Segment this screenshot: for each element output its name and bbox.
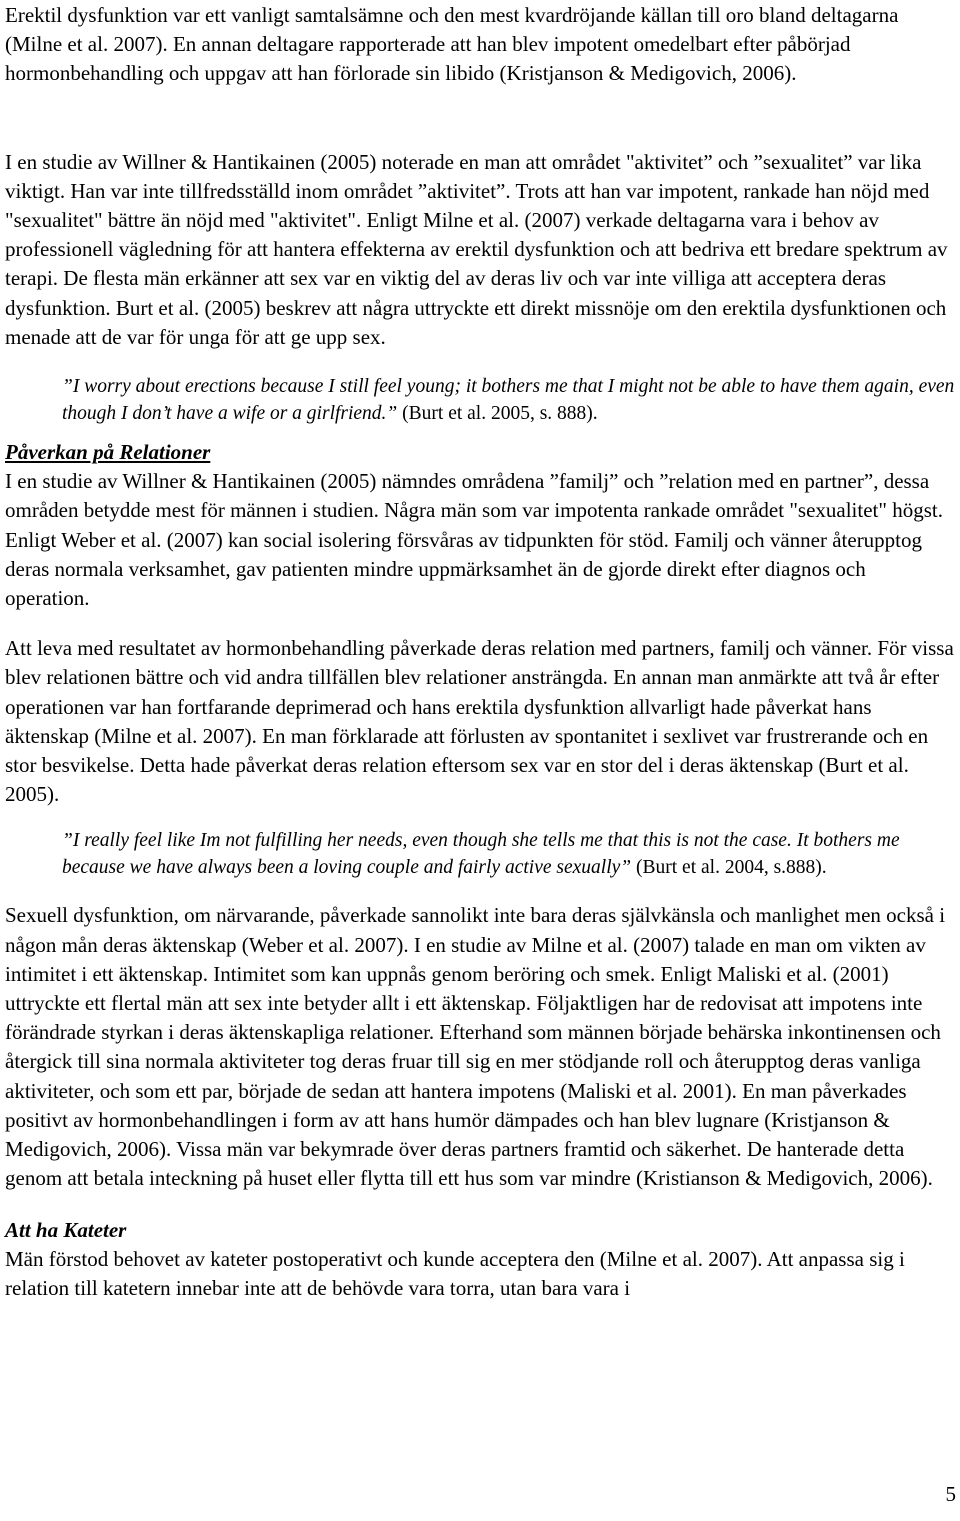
quote-burt-2004-text: ”I really feel like Im not fulfilling her needs, even though she tells me that this is not the case. It bothers me because we have always been a loving couple and fairly active sexually”: [62, 830, 900, 879]
paragraph-sexuell-dysfunktion: Sexuell dysfunktion, om närvarande, påverkade sannolikt inte bara deras självkänsla och manlighet men också i någon mån deras äktenskap (Weber et al. 2007). I en studie av Milne et al. (2007) talade en man om vikten av intimitet i ett äktenskap. Intimitet som kan uppnås genom beröring och smek. Enligt Maliski et al. (2001) uttryckte ett flertal män att sex inte betyder allt i ett äktenskap. Följaktligen har de redovisat att impotens inte förändrade styrkan i deras äktenskapliga relationer. Efterhand som männen började behärska inkontinensen och återgick till sina normala aktiviteter tog deras fruar till sig en mer stödjande roll och återupptog deras vanliga aktiviteter, och som ett par, började de sedan att hantera impotens (Maliski et al. 2001). En man påverkades positivt av hormonbehandlingen i form av att hans humör dämpades och han blev lugnare (Kristjanson & Medigovich, 2006). Vissa män var bekymrade över deras partners framtid och säkerhet. De hanterade detta genom att betala inteckning på huset eller flytta till ett hus som var mindre (Kristianson & Medigovich, 2006).: [5, 903, 946, 1191]
quote-burt-2004-citation: (Burt et al. 2004, s.888).: [631, 857, 827, 879]
paragraph-willner-hantikainen: I en studie av Willner & Hantikainen (2005) noterade en man att området "aktivitet” och ”sexualitet” var lika viktigt. Han var inte tillfredsställd inom området ”aktivitet”. Trots att han var impotent, rankade han nöjd med "sexualitet" bättre än nöjd med "aktivitet". Enligt Milne et al. (2007) verkade deltagarna vara i behov av professionell vägledning för att hantera effekterna av erektil dysfunktion och att bedriva ett bredare spektrum av terapi. De flesta män erkänner att sex var en viktig del av deras liv och var inte villiga att acceptera deras dysfunktion. Burt et al. (2005) beskrev att några uttryckte ett direkt missnöje om den erektila dysfunktionen och menade att de var för unga för att ge upp sex.: [5, 149, 948, 349]
quote-burt-2004: [62, 827, 955, 881]
quote-burt-2005: [62, 373, 955, 427]
paragraph-leva-med-resultatet: Att leva med resultatet av hormonbehandling påverkade deras relation med partners, familj och vänner. För vissa blev relationen bättre och vid andra tillfällen blev relationer ansträngda. En annan man anmärkte att två år efter operationen var han fortfarande deprimerad och hans erektila dysfunktion allvarligt hade påverkat hans äktenskap (Milne et al. 2007). En man förklarade att förlusten av spontanitet i sexlivet var frustrerande och en stor besvikelse. Detta hade påverkat deras relation eftersom sex var en stor del i deras äktenskap (Burt et al. 2005).: [5, 636, 954, 807]
heading-att-ha-kateter: Att ha Kateter: [5, 1217, 127, 1242]
paragraph-relationer: I en studie av Willner & Hantikainen (2005) nämndes områdena ”familj” och ”relation med en partner”, dessa områden betydde mest för männen i studien. Några män som var impotenta rankade området "sexualitet" högst. Enligt Weber et al. (2007) kan social isolering försvåras av tidpunkten för stöd. Familj och vänner återupptog deras normala verksamhet, gav patienten mindre uppmärksamhet än de gjorde direkt efter diagnos och operation.: [5, 469, 943, 611]
quote-burt-2005-text: ”I worry about erections because I still feel young; it bothers me that I might not be able to have them again, even though I don’t have a wife or a girlfriend.”: [62, 376, 955, 425]
paragraph-kateter: Män förstod behovet av kateter postoperativt och kunde acceptera den (Milne et al. 2007). Att anpassa sig i relation till katetern innebar inte att de behövde vara torra, utan bara vara i: [5, 1246, 905, 1300]
heading-paverkan-pa-relationer: Påverkan på Relationer: [5, 440, 211, 465]
paragraph-erektil-dysfunktion: Erektil dysfunktion var ett vanligt samtalsämne och den mest kvardröjande källan till oro bland deltagarna (Milne et al. 2007). En annan deltagare rapporterade att han blev impotent omedelbart efter påbörjad hormonbehandling och uppgav att han förlorade sin libido (Kristjanson & Medigovich, 2006).: [5, 3, 899, 86]
document-page: [5, 0, 955, 1303]
page-number: 5: [945, 1482, 956, 1506]
quote-burt-2005-citation: (Burt et al. 2005, s. 888).: [397, 403, 598, 425]
